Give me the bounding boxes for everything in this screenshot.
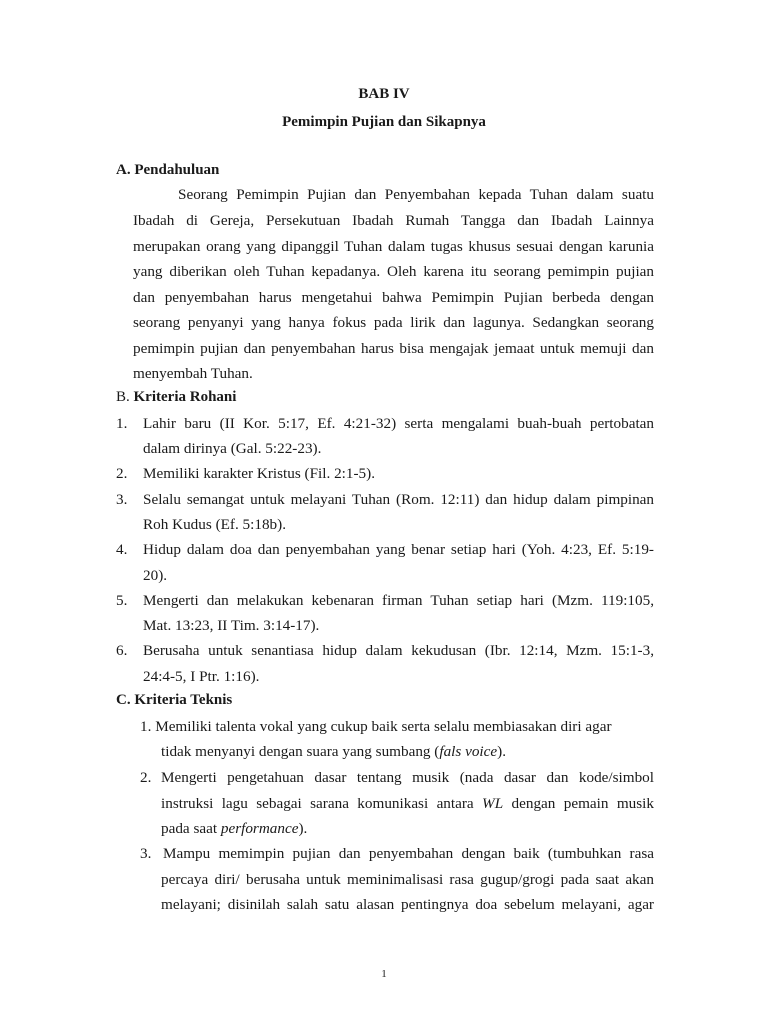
section-c-item-2-line-2: instruksi lagu sebagai sarana komunikasi antara WL dengan pemain musik <box>161 795 654 812</box>
section-b-heading: B. Kriteria Rohani <box>116 389 237 405</box>
section-b-item-1-number: 1. <box>116 415 128 432</box>
section-c-item-3-line-2: percaya diri/ berusaha untuk meminimalisasi rasa gugup/grogi pada saat akan <box>161 871 654 888</box>
section-b-item-6-line-2: 24:4-5, I Ptr. 1:16). <box>143 668 260 685</box>
section-b-item-2-number: 2. <box>116 465 128 482</box>
section-b-item-3-line-2: Roh Kudus (Ef. 5:18b). <box>143 516 287 533</box>
section-b-item-2-line-1: Memiliki karakter Kristus (Fil. 2:1-5). <box>143 465 375 482</box>
section-b-item-6-line-1: Berusaha untuk senantiasa hidup dalam kekudusan (Ibr. 12:14, Mzm. 15:1-3, <box>143 642 654 659</box>
section-c-item-2-line-3: pada saat performance). <box>161 820 308 837</box>
section-b-item-5-number: 5. <box>116 592 128 609</box>
section-c-item-1-line-2: tidak menyanyi dengan suara yang sumbang (fals voice). <box>161 743 506 760</box>
section-b-item-4-line-2: 20). <box>143 567 168 584</box>
section-c-item-2-line-1: Mengerti pengetahuan dasar tentang musik (nada dasar dan kode/simbol <box>161 769 654 786</box>
section-a-line-5: dan penyembahan harus mengetahui bahwa Pemimpin Pujian berbeda dengan <box>133 289 654 306</box>
chapter-title: Pemimpin Pujian dan Sikapnya <box>282 114 486 130</box>
section-b-item-6-number: 6. <box>116 642 128 659</box>
section-b-item-1-line-1: Lahir baru (II Kor. 5:17, Ef. 4:21-32) serta mengalami buah-buah pertobatan <box>143 415 654 432</box>
section-b-item-3-line-1: Selalu semangat untuk melayani Tuhan (Rom. 12:11) dan hidup dalam pimpinan <box>143 491 654 508</box>
section-c-heading: C. Kriteria Teknis <box>116 692 233 708</box>
chapter-number: BAB IV <box>358 86 410 102</box>
page-number: 1 <box>381 968 387 980</box>
section-b-item-3-number: 3. <box>116 491 128 508</box>
section-c-item-1-line-1: 1. Memiliki talenta vokal yang cukup baik serta selalu membiasakan diri agar <box>140 718 612 735</box>
section-a-line-6: seorang penyanyi yang hanya fokus pada lirik dan lagunya. Sedangkan seorang <box>133 314 654 331</box>
section-a-line-2: Ibadah di Gereja, Persekutuan Ibadah Rumah Tangga dan Ibadah Lainnya <box>133 212 654 229</box>
section-a-line-3: merupakan orang yang dipanggil Tuhan dalam tugas khusus sesuai dengan karunia <box>133 238 654 255</box>
section-c-item-3-line-1: Mampu memimpin pujian dan penyembahan dengan baik (tumbuhkan rasa <box>163 845 654 862</box>
section-b-item-5-line-2: Mat. 13:23, II Tim. 3:14-17). <box>143 617 320 634</box>
section-b-item-4-number: 4. <box>116 541 128 558</box>
section-a-line-8: menyembah Tuhan. <box>133 365 253 382</box>
section-b-item-1-line-2: dalam dirinya (Gal. 5:22-23). <box>143 440 322 457</box>
section-a-line-4: yang diberikan oleh Tuhan kepadanya. Oleh karena itu seorang pemimpin pujian <box>133 263 654 280</box>
section-b-item-5-line-1: Mengerti dan melakukan kebenaran firman Tuhan setiap hari (Mzm. 119:105, <box>143 592 654 609</box>
section-a-line-7: pemimpin pujian dan penyembahan harus bisa mengajak jemaat untuk memuji dan <box>133 340 654 357</box>
section-c-item-2-number: 2. <box>140 769 152 786</box>
section-a-heading: A. Pendahuluan <box>116 162 220 178</box>
section-a-line-1: Seorang Pemimpin Pujian dan Penyembahan kepada Tuhan dalam suatu <box>178 186 654 203</box>
section-c-item-3-line-3: melayani; disinilah salah satu alasan pentingnya doa sebelum melayani, agar <box>161 896 654 913</box>
section-b-item-4-line-1: Hidup dalam doa dan penyembahan yang benar setiap hari (Yoh. 4:23, Ef. 5:19- <box>143 541 654 558</box>
section-c-item-3-number: 3. <box>140 845 152 862</box>
